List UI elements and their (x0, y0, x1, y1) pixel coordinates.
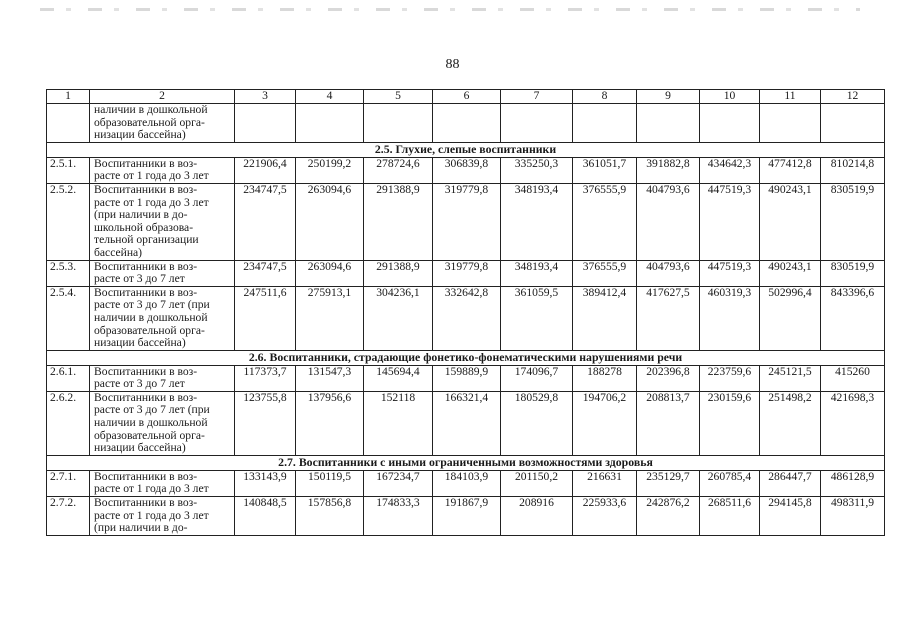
value-cell: 137956,6 (296, 391, 364, 455)
description-line: Воспитанники в воз- (94, 365, 198, 378)
value-cell: 225933,6 (573, 497, 637, 536)
description-line: низации бассейна) (94, 336, 186, 350)
value-cell: 184103,9 (433, 470, 501, 496)
value-cell: 376555,9 (573, 183, 637, 260)
value-cell: 174096,7 (501, 365, 573, 391)
value-cell: 490243,1 (760, 260, 821, 286)
row-description (90, 497, 235, 536)
value-cell: 490243,1 (760, 183, 821, 260)
value-cell (364, 104, 433, 143)
description-line: образовательной орга- (94, 323, 205, 337)
value-cell: 260785,4 (700, 470, 760, 496)
value-cell: 843396,6 (821, 286, 885, 350)
row-description (90, 104, 235, 143)
value-cell: 447519,3 (700, 183, 760, 260)
value-cell: 194706,2 (573, 391, 637, 455)
header-cell: 10 (700, 90, 760, 104)
value-cell: 188278 (573, 365, 637, 391)
header-cell: 11 (760, 90, 821, 104)
value-cell: 208916 (501, 497, 573, 536)
row-description (90, 260, 235, 286)
description-line: Воспитанники в воз- (94, 496, 198, 510)
value-cell: 361051,7 (573, 157, 637, 183)
tariff-table (46, 89, 885, 536)
value-cell: 810214,8 (821, 157, 885, 183)
header-cell: 12 (821, 90, 885, 104)
header-cell: 7 (501, 90, 573, 104)
value-cell: 486128,9 (821, 470, 885, 496)
value-cell: 294145,8 (760, 497, 821, 536)
value-cell: 268511,6 (700, 497, 760, 536)
row-number: 2.7.1. (47, 470, 90, 496)
scan-artifact-line (40, 8, 860, 11)
value-cell (573, 104, 637, 143)
row-number: 2.7.2. (47, 497, 90, 536)
value-cell: 389412,4 (573, 286, 637, 350)
description-line: расте от 1 года до 3 лет (94, 508, 209, 522)
header-cell: 9 (637, 90, 700, 104)
table-row (47, 286, 885, 350)
table-row (47, 157, 885, 183)
value-cell: 131547,3 (296, 365, 364, 391)
description-line: Воспитанники в воз- (94, 470, 198, 483)
header-cell: 8 (573, 90, 637, 104)
header-cell: 3 (235, 90, 296, 104)
section-title: 2.6. Воспитанники, страдающие фонетико-фонематическими нарушениями речи (47, 350, 885, 365)
header-cell: 6 (433, 90, 501, 104)
value-cell: 335250,3 (501, 157, 573, 183)
header-cell: 1 (47, 90, 90, 104)
value-cell: 332642,8 (433, 286, 501, 350)
description-line: расте от 3 до 7 лет (при (94, 298, 210, 312)
value-cell: 123755,8 (235, 391, 296, 455)
description-line: (при наличии в до- (94, 521, 188, 535)
value-cell (296, 104, 364, 143)
value-cell: 230159,6 (700, 391, 760, 455)
value-cell: 250199,2 (296, 157, 364, 183)
value-cell: 166321,4 (433, 391, 501, 455)
value-cell: 201150,2 (501, 470, 573, 496)
value-cell: 245121,5 (760, 365, 821, 391)
value-cell: 191867,9 (433, 497, 501, 536)
description-line: расте от 1 года до 3 лет (94, 169, 209, 183)
row-number: 2.5.1. (47, 157, 90, 183)
description-line: расте от 3 до 7 лет (94, 377, 185, 391)
value-cell: 247511,6 (235, 286, 296, 350)
header-cell: 2 (90, 90, 235, 104)
row-number: 2.5.2. (47, 183, 90, 260)
description-line: наличии в дошкольной (94, 416, 208, 430)
row-description (90, 183, 235, 260)
value-cell: 242876,2 (637, 497, 700, 536)
value-cell: 421698,3 (821, 391, 885, 455)
row-description (90, 391, 235, 455)
value-cell: 291388,9 (364, 183, 433, 260)
header-cell: 5 (364, 90, 433, 104)
description-line: низации бассейна) (94, 128, 186, 142)
table-row (47, 365, 885, 391)
value-cell: 140848,5 (235, 497, 296, 536)
value-cell (700, 104, 760, 143)
table-body (47, 90, 885, 536)
description-line: расте от 1 года до 3 лет (94, 195, 209, 209)
value-cell: 415260 (821, 365, 885, 391)
value-cell: 117373,7 (235, 365, 296, 391)
value-cell: 167234,7 (364, 470, 433, 496)
description-line: Воспитанники в воз- (94, 260, 198, 273)
row-number: 2.5.4. (47, 286, 90, 350)
value-cell (821, 104, 885, 143)
value-cell: 417627,5 (637, 286, 700, 350)
value-cell: 202396,8 (637, 365, 700, 391)
value-cell: 221906,4 (235, 157, 296, 183)
value-cell: 216631 (573, 470, 637, 496)
value-cell: 159889,9 (433, 365, 501, 391)
value-cell: 830519,9 (821, 183, 885, 260)
value-cell: 502996,4 (760, 286, 821, 350)
value-cell: 251498,2 (760, 391, 821, 455)
description-line: бассейна) (94, 245, 143, 259)
value-cell (235, 104, 296, 143)
section-title: 2.7. Воспитанники с иными ограниченными возможностями здоровья (47, 455, 885, 470)
row-number: 2.5.3. (47, 260, 90, 286)
value-cell: 174833,3 (364, 497, 433, 536)
description-line: расте от 3 до 7 лет (при (94, 403, 210, 417)
section-title: 2.5. Глухие, слепые воспитанники (47, 142, 885, 157)
description-line: расте от 3 до 7 лет (94, 272, 185, 286)
value-cell (433, 104, 501, 143)
value-cell: 830519,9 (821, 260, 885, 286)
row-description (90, 157, 235, 183)
value-cell (501, 104, 573, 143)
value-cell (760, 104, 821, 143)
section-row (47, 142, 885, 157)
description-line: низации бассейна) (94, 441, 186, 455)
table-row (47, 260, 885, 286)
description-line: школьной образова- (94, 220, 194, 234)
value-cell: 460319,3 (700, 286, 760, 350)
description-line: расте от 1 года до 3 лет (94, 482, 209, 496)
value-cell: 306839,8 (433, 157, 501, 183)
value-cell: 404793,6 (637, 260, 700, 286)
description-line: тельной организации (94, 233, 199, 247)
header-cell: 4 (296, 90, 364, 104)
header-row (47, 90, 885, 104)
value-cell: 150119,5 (296, 470, 364, 496)
description-line: Воспитанники в воз- (94, 183, 198, 196)
value-cell: 234747,5 (235, 183, 296, 260)
page-number: 88 (445, 57, 460, 72)
value-cell: 319779,8 (433, 260, 501, 286)
value-cell: 133143,9 (235, 470, 296, 496)
value-cell: 348193,4 (501, 183, 573, 260)
description-line: Воспитанники в воз- (94, 286, 198, 299)
description-line: наличии в дошкольной (94, 103, 208, 116)
value-cell: 477412,8 (760, 157, 821, 183)
value-cell: 275913,1 (296, 286, 364, 350)
table-row (47, 470, 885, 496)
value-cell: 498311,9 (821, 497, 885, 536)
row-number: 2.6.1. (47, 365, 90, 391)
table-row (47, 497, 885, 536)
section-row (47, 455, 885, 470)
value-cell: 145694,4 (364, 365, 433, 391)
row-number: 2.6.2. (47, 391, 90, 455)
row-description (90, 286, 235, 350)
description-line: (при наличии в до- (94, 208, 188, 222)
table-row (47, 183, 885, 260)
description-line: наличии в дошкольной (94, 310, 208, 324)
description-line: образовательной орга- (94, 428, 205, 442)
value-cell: 208813,7 (637, 391, 700, 455)
value-cell: 319779,8 (433, 183, 501, 260)
value-cell: 263094,6 (296, 260, 364, 286)
value-cell: 278724,6 (364, 157, 433, 183)
value-cell: 291388,9 (364, 260, 433, 286)
value-cell (637, 104, 700, 143)
row-description (90, 365, 235, 391)
table-row (47, 104, 885, 143)
row-description (90, 470, 235, 496)
value-cell: 348193,4 (501, 260, 573, 286)
value-cell: 235129,7 (637, 470, 700, 496)
value-cell: 376555,9 (573, 260, 637, 286)
description-line: Воспитанники в воз- (94, 157, 198, 170)
table-row (47, 391, 885, 455)
value-cell: 223759,6 (700, 365, 760, 391)
value-cell: 304236,1 (364, 286, 433, 350)
value-cell: 152118 (364, 391, 433, 455)
value-cell: 180529,8 (501, 391, 573, 455)
description-line: Воспитанники в воз- (94, 391, 198, 404)
section-row (47, 350, 885, 365)
value-cell: 263094,6 (296, 183, 364, 260)
row-number (47, 104, 90, 143)
value-cell: 157856,8 (296, 497, 364, 536)
value-cell: 361059,5 (501, 286, 573, 350)
value-cell: 447519,3 (700, 260, 760, 286)
value-cell: 391882,8 (637, 157, 700, 183)
value-cell: 434642,3 (700, 157, 760, 183)
value-cell: 404793,6 (637, 183, 700, 260)
value-cell: 286447,7 (760, 470, 821, 496)
description-line: образовательной орга- (94, 115, 205, 129)
value-cell: 234747,5 (235, 260, 296, 286)
